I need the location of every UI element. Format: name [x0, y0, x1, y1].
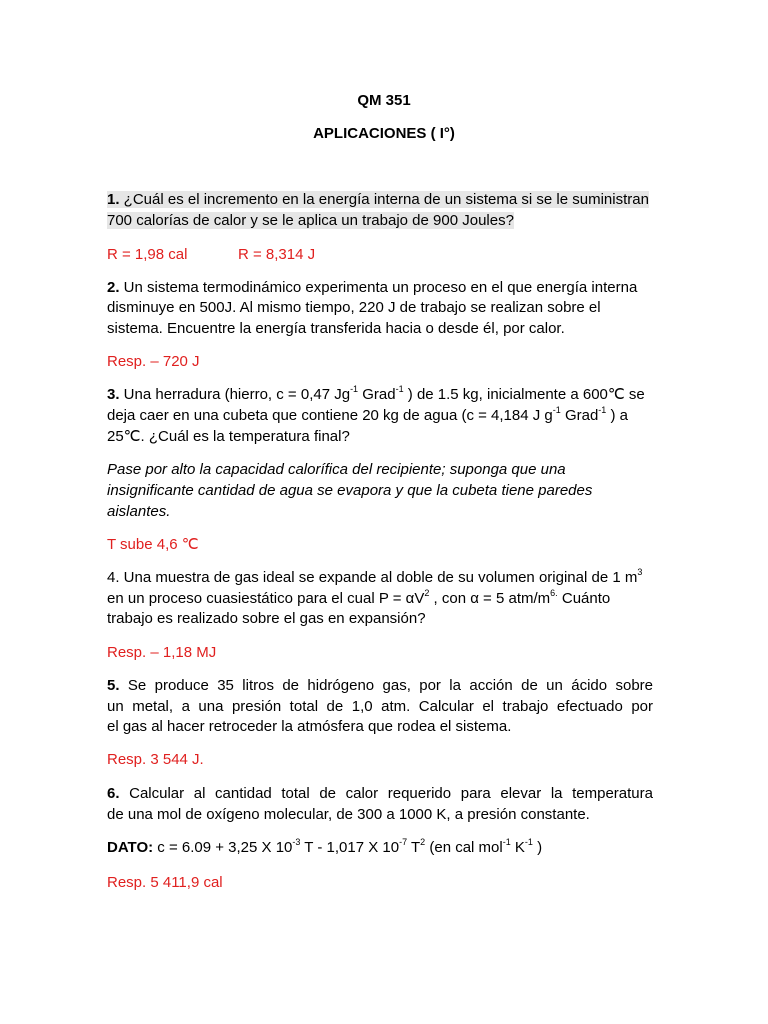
q3-line3: 25℃. ¿Cuál es la temperatura final?	[107, 428, 350, 445]
page-title: QM 351	[357, 92, 411, 109]
q5-line2: un metal, a una presión total de 1,0 atm. Calcular el trabajo efectuado por	[107, 698, 653, 715]
q4-answer: Resp. – 1,18 MJ	[107, 644, 217, 661]
q4-line1: 4. Una muestra de gas ideal se expande al doble de su volumen original de 1 $m^3$	[107, 567, 643, 586]
q3-line2: deja caer en una cubeta que contiene 20 kg de agua (c = 4,184 J $g^{-1}$ Grad$^{-1}$ ) a	[107, 405, 628, 424]
q3-line1: 3. Una herradura (hierro, c = 0,47 $Jg^{-1}$ Grad$^{-1}$ ) de 1.5 kg, inicialmente a 600℃ se	[107, 384, 645, 403]
q1-answer1: R = 1,98 cal	[107, 246, 188, 263]
q6-number: 6.	[107, 785, 120, 802]
q2-line3: sistema. Encuentre la energía transferida hacia o desde él, por calor.	[107, 320, 565, 337]
q6-dato-label: DATO:	[107, 839, 154, 856]
q2-number: 2.	[107, 279, 120, 296]
q2-line1: 2. Un sistema termodinámico experimenta un proceso en el que energía interna	[107, 279, 638, 296]
q3-note-line1: Pase por alto la capacidad calorífica del recipiente; suponga que una	[107, 461, 566, 478]
q6-answer: Resp. 5 411,9 cal	[107, 874, 223, 891]
q6-line2: de una mol de oxígeno molecular, de 300 a 1000 K, a presión constante.	[107, 806, 590, 823]
page-subtitle: APLICACIONES ( I°)	[313, 125, 455, 142]
q5-line3: el gas al hacer retroceder la atmósfera que rodea el sistema.	[107, 718, 512, 735]
q3-note-line3: aislantes.	[107, 503, 171, 520]
q1-answer2: R = 8,314 J	[238, 246, 316, 263]
q1-line2: 700 calorías de calor y se le aplica un trabajo de 900 Joules?	[107, 212, 514, 229]
q5-line1: 5. Se produce 35 litros de hidrógeno gas, por la acción de un ácido sobre	[107, 677, 653, 694]
q6-dato: DATO: c = 6.09 + 3,25 X $10^{-3}$ T - 1,017 X $10^{-7}$ $T^2$ (en cal mol$^{-1}$ $K^{-1}$ )	[107, 837, 543, 856]
q6-line1: 6. Calcular al cantidad total de calor requerido para elevar la temperatura	[107, 785, 653, 802]
q5-answer: Resp. 3 544 J.	[107, 751, 204, 768]
q1-line1: 1. ¿Cuál es el incremento en la energía interna de un sistema si se le suministran	[107, 191, 649, 208]
q2-line2: disminuye en 500J. Al mismo tiempo, 220 J de trabajo se realizan sobre el	[107, 299, 601, 316]
q3-note-line2: insignificante cantidad de agua se evapora y que la cubeta tiene paredes	[107, 482, 593, 499]
q3-number: 3.	[107, 386, 120, 403]
q1-number: 1.	[107, 191, 120, 208]
q4-line3: trabajo es realizado sobre el gas en expansión?	[107, 610, 426, 627]
q4-line2: en un proceso cuasiestático para el cual $P = \alpha V^2$ , con α = 5 atm/$m^{6.}$ Cuánto	[107, 588, 611, 607]
q3-answer: T sube 4,6 ℃	[107, 536, 199, 553]
q2-answer: Resp. – 720 J	[107, 353, 200, 370]
q5-number: 5.	[107, 677, 120, 694]
